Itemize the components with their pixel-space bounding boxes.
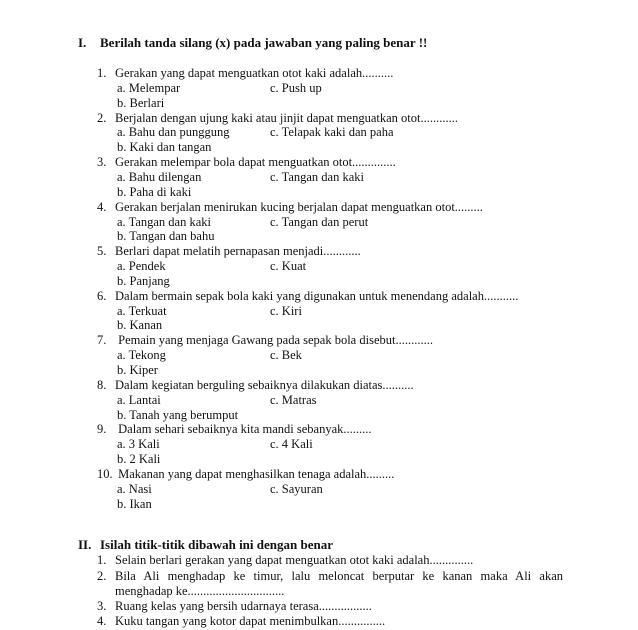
question-text: Gerakan melempar bola dapat menguatkan otot.............. [115, 155, 396, 170]
question-text: Dalam bermain sepak bola kaki yang digunakan untuk menendang adalah........... [115, 288, 519, 303]
option-b[interactable]: b. Berlari [117, 95, 165, 110]
question-10 [97, 467, 394, 482]
question-number: 4. [97, 199, 107, 214]
question-9 [97, 422, 372, 437]
question-number: 9. [97, 422, 107, 437]
option-c[interactable]: c. 4 Kali [270, 437, 313, 452]
question-number: 8. [97, 377, 107, 392]
question-text: Dalam sehari sebaiknya kita mandi sebanyak......... [115, 422, 372, 437]
option-b[interactable]: b. Paha di kaki [117, 184, 192, 199]
option-c[interactable]: c. Kiri [270, 303, 302, 318]
essay-item-number: 2. [97, 569, 107, 583]
question-2 [97, 111, 458, 126]
essay-item-1 [97, 553, 473, 568]
option-b[interactable]: b. Kaki dan tangan [117, 140, 212, 155]
essay-item-text: Ruang kelas yang bersih udarnaya terasa................. [115, 599, 372, 613]
question-text: Berlari dapat melatih pernapasan menjadi............ [115, 244, 361, 259]
option-a[interactable]: a. Tekong [117, 348, 166, 363]
question-number: 10. [97, 466, 113, 481]
option-c[interactable]: c. Bek [270, 348, 302, 363]
option-a[interactable]: a. Terkuat [117, 303, 167, 318]
question-text: Gerakan berjalan menirukan kucing berjalan dapat menguatkan otot......... [115, 199, 483, 214]
essay-item-4 [97, 614, 385, 629]
section-2-roman: II. [78, 537, 92, 552]
essay-item-text: Kuku tangan yang kotor dapat menimbulkan............... [115, 614, 386, 628]
essay-item-2-continuation: menghadap ke............................... [115, 584, 285, 598]
option-a[interactable]: a. 3 Kali [117, 437, 160, 452]
option-b[interactable]: b. Tangan dan bahu [117, 229, 215, 244]
option-b[interactable]: b. Panjang [117, 273, 170, 288]
section-2-title: Isilah titik-titik dibawah ini dengan benar [100, 537, 333, 552]
option-c[interactable]: c. Kuat [270, 259, 307, 274]
essay-item-number: 1. [97, 553, 107, 567]
option-a[interactable]: a. Melempar [117, 80, 181, 95]
option-b[interactable]: b. Kiper [117, 363, 158, 377]
question-5 [97, 244, 361, 259]
essay-item-2 [97, 569, 563, 584]
section-1-title: Berilah tanda silang (x) pada jawaban yang paling benar !! [100, 35, 428, 50]
question-text: Dalam kegiatan berguling sebaiknya dilakukan diatas.......... [115, 377, 414, 392]
option-c[interactable]: c. Telapak kaki dan paha [270, 125, 394, 140]
option-b[interactable]: b. Kanan [117, 318, 163, 333]
section-1-heading [78, 35, 427, 51]
option-a[interactable]: a. Lantai [117, 392, 161, 407]
section-1-roman: I. [78, 35, 87, 50]
question-4 [97, 200, 483, 215]
essay-item-text: Bila Ali menghadap ke timur, lalu meloncat berputar ke kanan maka Ali akan [115, 569, 563, 583]
essay-item-number: 3. [97, 599, 107, 613]
question-7 [97, 333, 433, 348]
essay-item-number: 4. [97, 614, 107, 628]
question-text: Makanan yang dapat menghasilkan tenaga adalah......... [115, 466, 395, 481]
option-c[interactable]: c. Tangan dan perut [270, 214, 369, 229]
option-c[interactable]: c. Sayuran [270, 481, 323, 496]
essay-item-text: Selain berlari gerakan yang dapat menguatkan otot kaki adalah.............. [115, 553, 474, 567]
question-3 [97, 155, 396, 170]
question-number: 3. [97, 155, 107, 170]
option-b[interactable]: b. 2 Kali [117, 452, 161, 467]
option-b[interactable]: b. Tanah yang berumput [117, 407, 239, 422]
option-a[interactable]: a. Pendek [117, 259, 166, 274]
section-2-heading [78, 537, 333, 553]
option-c[interactable]: c. Tangan dan kaki [270, 169, 365, 184]
question-text: Pemain yang menjaga Gawang pada sepak bola disebut............ [115, 333, 433, 348]
question-text: Berjalan dengan ujung kaki atau jinjit dapat menguatkan otot............ [115, 110, 458, 125]
essay-item-3 [97, 599, 372, 614]
question-number: 1. [97, 66, 107, 80]
question-1 [97, 66, 393, 81]
option-a[interactable]: a. Tangan dan kaki [117, 214, 212, 229]
question-number: 2. [97, 110, 107, 125]
option-c[interactable]: c. Matras [270, 392, 317, 407]
option-b[interactable]: b. Ikan [117, 496, 152, 511]
question-8 [97, 378, 414, 393]
question-number: 7. [97, 333, 107, 348]
option-a[interactable]: a. Bahu dan punggung [117, 125, 230, 140]
question-6 [97, 289, 518, 304]
option-a[interactable]: a. Nasi [117, 481, 152, 496]
option-a[interactable]: a. Bahu dilengan [117, 169, 202, 184]
question-text: Gerakan yang dapat menguatkan otot kaki adalah.......... [115, 66, 394, 80]
question-number: 6. [97, 288, 107, 303]
question-number: 5. [97, 244, 107, 259]
option-c[interactable]: c. Push up [270, 80, 322, 95]
